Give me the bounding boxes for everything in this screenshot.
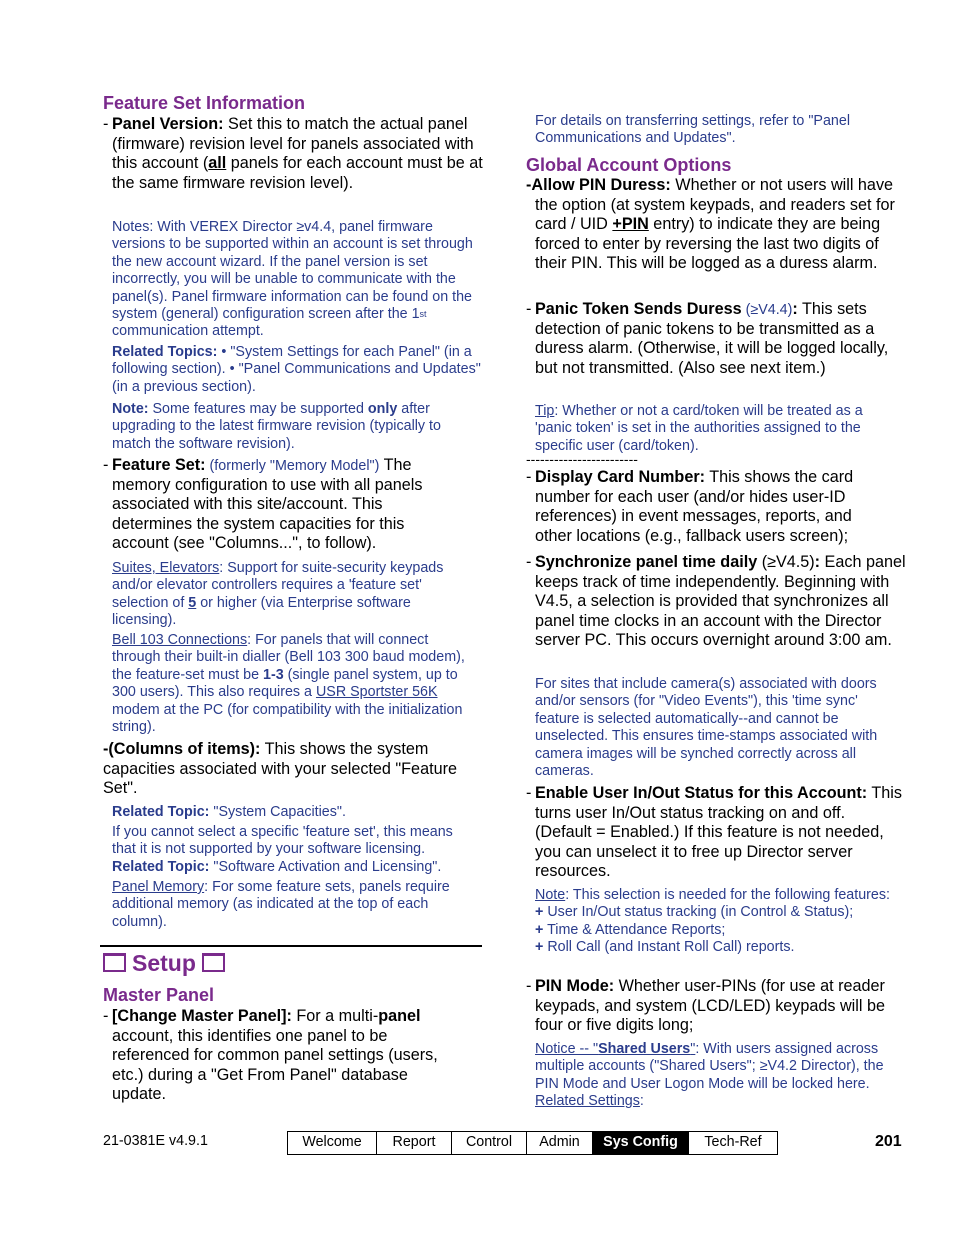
heading-master-panel: Master Panel xyxy=(103,985,215,1005)
tab-sys-config[interactable]: Sys Config xyxy=(593,1132,689,1154)
related-topics: Related Topics: • "System Settings for each Panel" (in a following section). • "Panel Communications and Updates" (in a previous section). xyxy=(112,344,481,395)
transfer-note: For details on transferring settings, refer to "Panel Communications and Updates". xyxy=(535,113,850,147)
bell-103-link[interactable]: Bell 103 Connections xyxy=(112,632,248,648)
heading-feature-set: Feature Set Information xyxy=(103,93,306,113)
tab-welcome[interactable]: Welcome xyxy=(288,1132,377,1154)
folder-icon xyxy=(103,953,126,972)
note-link[interactable]: Note xyxy=(535,887,566,903)
enable-inout-item: - Enable User In/Out Status for this Account: This turns user In/Out status tracking on and off. (Default = Enabled.) If this feature is not needed, you can unselect it to free up Director server resources. xyxy=(526,784,902,881)
tab-report[interactable]: Report xyxy=(377,1132,452,1154)
section-divider xyxy=(100,945,482,947)
list-item: + User In/Out status tracking (in Control & Status); xyxy=(535,904,854,921)
tab-tech-ref[interactable]: Tech-Ref xyxy=(704,1134,762,1150)
note-selection: Note: This selection is needed for the following features: + User In/Out status tracking (in Control & Status); + Time & Attendance Reports; + Roll Call (and Instant Roll Call) reports. xyxy=(535,887,900,957)
bell-103-note: Bell 103 Connections: For panels that will connect through their built-in dialler (Bell 103 300 baud modem), the feature-set must be 1-3 (single panel system, up to 300 users). This also requires a USR Sportster 56K modem at the PC (for compatibility with the initialization string). xyxy=(112,632,465,736)
related-topic-licensing: Related Topic: "Software Activation and Licensing". xyxy=(112,859,442,875)
cannot-select-note: If you cannot select a specific 'feature set', this means that it is not supported by your software licensing. xyxy=(112,824,453,858)
usr-sportster-link[interactable]: USR Sportster 56K xyxy=(315,684,438,701)
dashed-separator: ------------------------ xyxy=(526,451,638,467)
panel-memory-note: Panel Memory: For some feature sets, panels require additional memory (as indicated at the top of each column). xyxy=(112,879,450,930)
panel-memory-link[interactable]: Panel Memory xyxy=(112,879,205,895)
allow-pin-duress-item: -Allow PIN Duress: Whether or not users will have the option (at system keypads, and readers set for card / UID +PIN entry) to indicate they are being forced to enter by reversing the last two digits of their PIN. This will be logged as a duress alarm. xyxy=(526,176,895,273)
panel-version-item: - Panel Version: Set this to match the actual panel (firmware) revision level for panels associated with this account (all panels for each account must be at the same firmware revision level). xyxy=(103,115,483,192)
sync-time-item: - Synchronize panel time daily (≥V4.5): Each panel keeps track of time independently. Beginning with V4.5, a selection is provided that synchronizes all panel time clocks in an account with the Director server PC. This occurs overnight around 3:00 am. xyxy=(526,553,906,650)
columns-item: -(Columns of items): This shows the system capacities associated with your selected "Feature Set". xyxy=(103,740,457,798)
tab-control[interactable]: Control xyxy=(452,1132,527,1154)
list-item: + Time & Attendance Reports; xyxy=(535,921,726,938)
feature-set-item: - Feature Set: (formerly "Memory Model") The memory configuration to use with all panels associated with this site/account. This determines the system capacities for this account (see "Columns...", to follow). xyxy=(103,456,423,553)
list-item: + Roll Call (and Instant Roll Call) reports. xyxy=(535,939,795,956)
tip-note: Tip: Whether or not a card/token will be treated as a 'panic token' is set in the authorities assigned to the specific user (card/token). xyxy=(535,403,863,454)
panic-token-item: - Panic Token Sends Duress (≥V4.4): This sets detection of panic tokens to be transmitted as a duress alarm. (Otherwise, it will be logged locally, but not transmitted. (Also see next item.) xyxy=(526,300,889,377)
change-master-item: - [Change Master Panel]: For a multi-panel account, this identifies one panel to be referenced for common panel settings (users, etc.) during a "Get From Panel" database update. xyxy=(103,1007,438,1104)
note-verex: Notes: With VEREX Director ≥v4.4, panel firmware versions to be supported within an account is set through the new account wizard. If the panel version is set incorrectly, you will be unable to communicate with the panel(s). Panel firmware information can be found on the system (general) configuration screen after the 1st communication attempt. xyxy=(112,219,473,340)
display-card-item: - Display Card Number: This shows the card number for each user (and/or hides user-ID references) in event messages, reports, and other locations (e.g., fallback users screen); xyxy=(526,468,854,545)
heading-global-options: Global Account Options xyxy=(526,155,732,175)
doc-id: 21-0381E v4.9.1 xyxy=(103,1133,208,1149)
camera-note: For sites that include camera(s) associated with doors and/or sensors (for "Video Events"), this 'time sync' feature is selected automatically--and cannot be unselected. This ensures time-stamps associated with camera images will be synched correctly across all cameras. xyxy=(535,676,878,780)
setup-heading: Setup xyxy=(103,950,231,977)
tip-link[interactable]: Tip xyxy=(535,403,555,419)
shared-users-link[interactable]: Notice -- "Shared Users" xyxy=(535,1041,696,1057)
suites-elevators-note: Suites, Elevators: Support for suite-security keypads and/or elevator controllers requires a 'feature set' selection of 5 or higher (via Enterprise software licensing). xyxy=(112,560,444,629)
note-features: Note: Some features may be supported only after upgrading to the latest firmware revision (typically to match the software revision). xyxy=(112,401,441,452)
related-topic-capacities: Related Topic: "System Capacities". xyxy=(112,804,346,820)
related-settings-link[interactable]: Related Settings xyxy=(535,1093,640,1110)
pin-mode-item: - PIN Mode: Whether user-PINs (for use at reader keypads, and system (LCD/LED) keypads will be four or five digits long; xyxy=(526,977,885,1035)
footer-nav xyxy=(287,1131,778,1155)
tab-admin[interactable]: Admin xyxy=(527,1132,593,1154)
page-number: 201 xyxy=(875,1133,902,1150)
suites-elevators-link[interactable]: Suites, Elevators xyxy=(112,560,220,576)
panel-version-label: Panel Version: xyxy=(112,115,224,133)
notice-shared-users: Notice -- "Shared Users": With users assigned across multiple accounts ("Shared Users"; ≥V4.2 Director), the PIN Mode and User Logon Mode will be locked here. Related Settings: xyxy=(535,1041,884,1110)
folder-icon xyxy=(202,953,225,972)
